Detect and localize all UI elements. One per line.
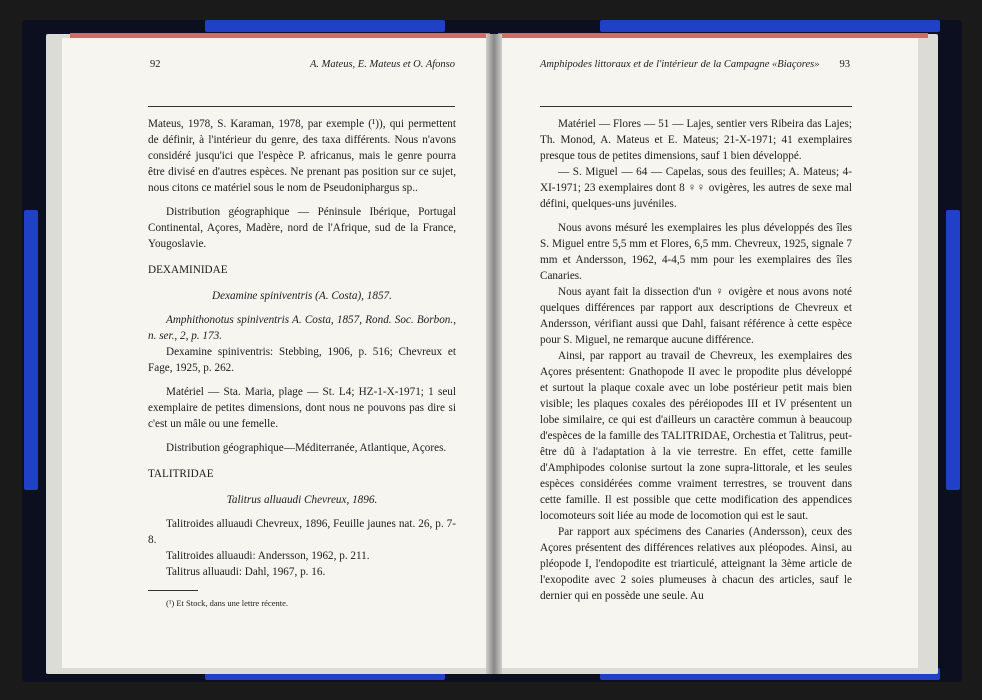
synonym: Talitrus alluaudi: Dahl, 1967, p. 16. — [166, 566, 326, 578]
synonym: Talitroides alluaudi Chevreux, 1896, Feuille jaunes nat. 26, p. 7-8. — [148, 518, 456, 546]
synonym: Dexamine spiniventris: Stebbing, 1906, p. 516; Chevreux et Fage, 1925, p. 262. — [148, 346, 456, 374]
family-heading: TALITRIDAE — [148, 468, 214, 480]
synonym: Amphithonotus spiniventris A. Costa, 1857, Rond. Soc. Borbon., n. ser., 2, p. 173. — [148, 314, 456, 342]
synonym: Talitroides alluaudi: Andersson, 1962, p. 211. — [166, 550, 370, 562]
cover-pattern — [600, 20, 940, 32]
right-body — [540, 116, 852, 604]
right-running-header — [540, 56, 850, 70]
paragraph: Nous avons mésuré les exemplaires les plus développés des îles S. Miguel entre 5,5 mm et Flores, 6,5 mm. Chevreux, 1925, signale 7 mm et Andersson, 1962, 4-4,5 mm pour les exemplaires des îles Canaries. — [540, 222, 852, 282]
paragraph: Distribution géographique — Péninsule Ibérique, Portugal Continental, Açores, Madère, nord de l'Afrique, sud de la France, Yougoslavie. — [148, 206, 456, 250]
paragraph: Matériel — Sta. Maria, plage — St. L4; HZ-1-X-1971; 1 seul exemplaire de petites dimensions, dont nous ne pouvons pas dire si c'est un mâle ou une femelle. — [148, 386, 456, 430]
paragraph: Matériel — Flores — 51 — Lajes, sentier vers Ribeira das Lajes; Th. Monod, A. Mateus et E. Mateus; 21-X-1971; 41 exemplaires presque tous de petites dimensions, sauf 1 bien développé. — [540, 118, 852, 162]
left-body — [148, 116, 456, 609]
footnote-rule — [148, 590, 198, 591]
species-heading: Talitrus alluaudi Chevreux, 1896. — [226, 494, 378, 506]
paragraph: Ainsi, par rapport au travail de Chevreux, les exemplaires des Açores présentent: Gnathopode II avec le propodite plus développé et surtout la plaque coxale avec un lobe postérieur petit mais bien visible; les plaques coxales des péréiopodes III et IV présentent un lobe similaire, ce qui est d'ailleurs un caractère commun à beaucoup d'espèces de la famille des TALITRIDAE, Orchestia et Talitrus, peut-être dû à l'adaptation à la vie terrestre. En effet, cette famille d'Amphipodes colonise surtout la zone supra-littorale, et les seules espèces considérées comme vraiment terrestres, se trouvent dans cette famille. Il est possible que cette modification des appendices locomoteurs soit liée au mode de locomotion qui est le saut. — [540, 350, 852, 522]
left-running-header — [150, 56, 455, 70]
page-number: 93 — [839, 59, 850, 70]
book-gutter — [486, 34, 502, 674]
paragraph: Mateus, 1978, S. Karaman, 1978, par exemple (¹)), qui permettent de définir, à l'intérieur du genre, des taxa différents. Nous n'avons considéré jusqu'ici que l'espèce P. africanus, mais le genre pourra être divisé en d'autres espèces. Ne prenant pas position sur ce sujet, nous citons ce matériel sous le nom de Pseudoniphargus sp.. — [148, 118, 456, 194]
cover-pattern — [205, 20, 445, 32]
running-head: A. Mateus, E. Mateus et O. Afonso — [309, 59, 455, 70]
paragraph: — S. Miguel — 64 — Capelas, sous des feuilles; A. Mateus; 4-XI-1971; 23 exemplaires dont 8 ♀♀ ovigères, les autres de sexe mal défini, quelques-uns juvéniles. — [540, 166, 852, 210]
paragraph: Nous ayant fait la dissection d'un ♀ ovigère et nous avons noté quelques différences par rapport aux descriptions de Chevreux et Andersson, vérifiant aussi que Dahl, faisant référence à cette espèce pour S. Miguel, ne remarque aucune différence. — [540, 286, 852, 346]
footnote: (¹) Et Stock, dans une lettre récente. — [166, 598, 288, 608]
cover-pattern — [946, 210, 960, 490]
page-number: 92 — [150, 59, 161, 70]
paragraph: Par rapport aux spécimens des Canaries (Andersson), ceux des Açores présentent des différences relatives aux pléopodes. Ainsi, au pléopode I, l'endopodite est triarticulé, atteignant la 3ème article de l'exopodite avec 2 soies plumeuses à chacun des articles, sauf le dernier qui en possède une seule. Au — [540, 526, 852, 602]
cover-pattern — [24, 210, 38, 490]
family-heading: DEXAMINIDAE — [148, 264, 228, 276]
running-head: Amphipodes littoraux et de l'intérieur de la Campagne «Biaçores» — [540, 59, 820, 70]
header-rule — [540, 106, 852, 107]
species-heading: Dexamine spiniventris (A. Costa), 1857. — [212, 290, 392, 302]
header-rule — [148, 106, 455, 107]
paragraph: Distribution géographique—Méditerranée, Atlantique, Açores. — [166, 442, 447, 454]
